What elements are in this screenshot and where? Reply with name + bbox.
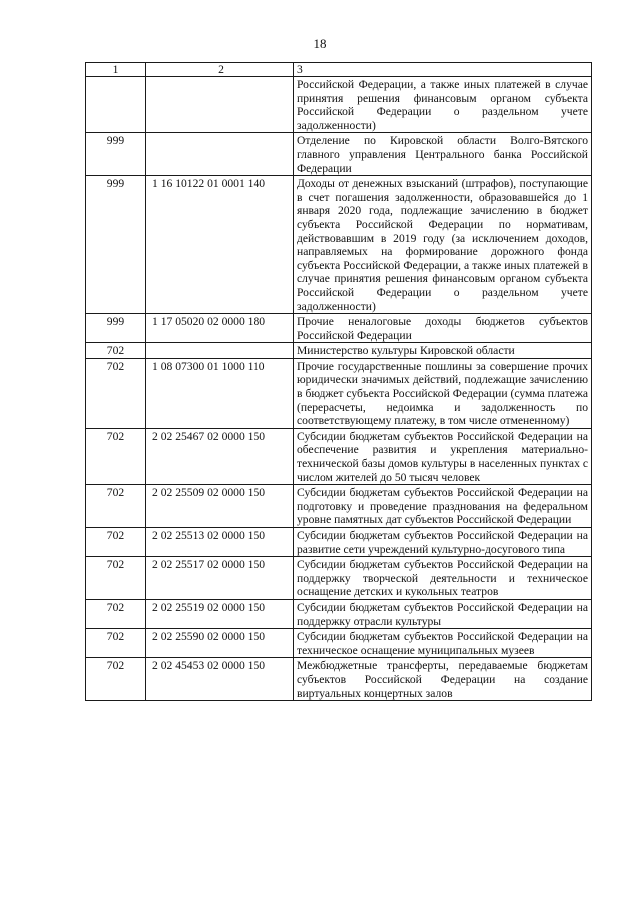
budget-code-cell: 1 17 05020 02 0000 180 (146, 314, 294, 343)
admin-code-cell: 702 (86, 428, 146, 484)
admin-code-cell: 999 (86, 314, 146, 343)
budget-code-cell (146, 77, 294, 133)
budget-code-cell: 2 02 25467 02 0000 150 (146, 428, 294, 484)
table-row (86, 343, 592, 359)
revenue-codes-table (85, 62, 592, 701)
revenue-name-cell: Субсидии бюджетам субъектов Российской Федерации на развитие сети учреждений культурно-досугового типа (294, 528, 592, 557)
admin-code-cell: 702 (86, 658, 146, 701)
revenue-name-cell: Субсидии бюджетам субъектов Российской Федерации на поддержку творческой деятельности и техническое оснащение детских и кукольных театров (294, 557, 592, 600)
column-header-3: 3 (294, 63, 592, 77)
admin-code-cell: 702 (86, 557, 146, 600)
revenue-name-cell: Субсидии бюджетам субъектов Российской Федерации на поддержку отрасли культуры (294, 599, 592, 628)
column-header-2: 2 (146, 63, 294, 77)
admin-code-cell: 702 (86, 358, 146, 428)
admin-code-cell: 702 (86, 343, 146, 359)
admin-code-cell: 702 (86, 599, 146, 628)
table-row (86, 599, 592, 628)
table-row (86, 358, 592, 428)
budget-code-cell: 2 02 25517 02 0000 150 (146, 557, 294, 600)
page-number: 18 (313, 36, 327, 51)
admin-code-cell (86, 77, 146, 133)
column-header-1: 1 (86, 63, 146, 77)
budget-code-cell: 2 02 25509 02 0000 150 (146, 485, 294, 528)
budget-code-cell: 1 16 10122 01 0001 140 (146, 176, 294, 314)
revenue-name-cell: Субсидии бюджетам субъектов Российской Федерации на обеспечение развития и укрепления материально-технической базы домов культуры в населенных пунктах с числом жителей до 50 тысяч человек (294, 428, 592, 484)
table-row (86, 629, 592, 658)
revenue-name-cell: Министерство культуры Кировской области (294, 343, 592, 359)
revenue-name-cell: Отделение по Кировской области Волго-Вятского главного управления Центрального банка Российской Федерации (294, 133, 592, 176)
revenue-name-cell: Прочие неналоговые доходы бюджетов субъектов Российской Федерации (294, 314, 592, 343)
revenue-name-cell: Прочие государственные пошлины за совершение прочих юридически значимых действий, подлежащие зачислению в бюджет субъекта Российской Федерации (сумма платежа (перерасчеты, недоимка и задолженность по соответствующему платежу, в том числе отмененному) (294, 358, 592, 428)
table-row (86, 314, 592, 343)
revenue-name-cell: Субсидии бюджетам субъектов Российской Федерации на техническое оснащение муниципальных музеев (294, 629, 592, 658)
revenue-name-cell: Межбюджетные трансферты, передаваемые бюджетам субъектов Российской Федерации на создание виртуальных концертных залов (294, 658, 592, 701)
table-row (86, 133, 592, 176)
table-row (86, 557, 592, 600)
admin-code-cell: 999 (86, 133, 146, 176)
revenue-name-cell: Доходы от денежных взысканий (штрафов), поступающие в счет погашения задолженности, образовавшейся до 1 января 2020 года, подлежащие зачислению в бюджет субъекта Российской Федерации по нормативам, действовавшим в 2019 году (за исключением доходов, направляемых на формирование дорожного фонда субъекта Российской Федерации, а также иных платежей в случае принятия решения финансовым органом субъекта Российской Федерации о раздельном учете задолженности) (294, 176, 592, 314)
budget-code-cell (146, 343, 294, 359)
table-header-row (86, 63, 592, 77)
budget-code-cell: 2 02 45453 02 0000 150 (146, 658, 294, 701)
revenue-name-cell: Субсидии бюджетам субъектов Российской Федерации на подготовку и проведение празднования на федеральном уровне памятных дат субъектов Российской Федерации (294, 485, 592, 528)
table-row (86, 176, 592, 314)
budget-code-cell: 2 02 25590 02 0000 150 (146, 629, 294, 658)
budget-code-cell: 2 02 25519 02 0000 150 (146, 599, 294, 628)
table-row (86, 485, 592, 528)
table-row (86, 428, 592, 484)
admin-code-cell: 702 (86, 629, 146, 658)
budget-code-cell: 1 08 07300 01 1000 110 (146, 358, 294, 428)
budget-code-cell: 2 02 25513 02 0000 150 (146, 528, 294, 557)
table-row (86, 77, 592, 133)
admin-code-cell: 702 (86, 528, 146, 557)
table-row (86, 528, 592, 557)
revenue-name-cell: Российской Федерации, а также иных платежей в случае принятия решения финансовым органом субъекта Российской Федерации о раздельном учете задолженности) (294, 77, 592, 133)
table-body (86, 77, 592, 701)
table-row (86, 658, 592, 701)
admin-code-cell: 999 (86, 176, 146, 314)
admin-code-cell: 702 (86, 485, 146, 528)
budget-code-cell (146, 133, 294, 176)
